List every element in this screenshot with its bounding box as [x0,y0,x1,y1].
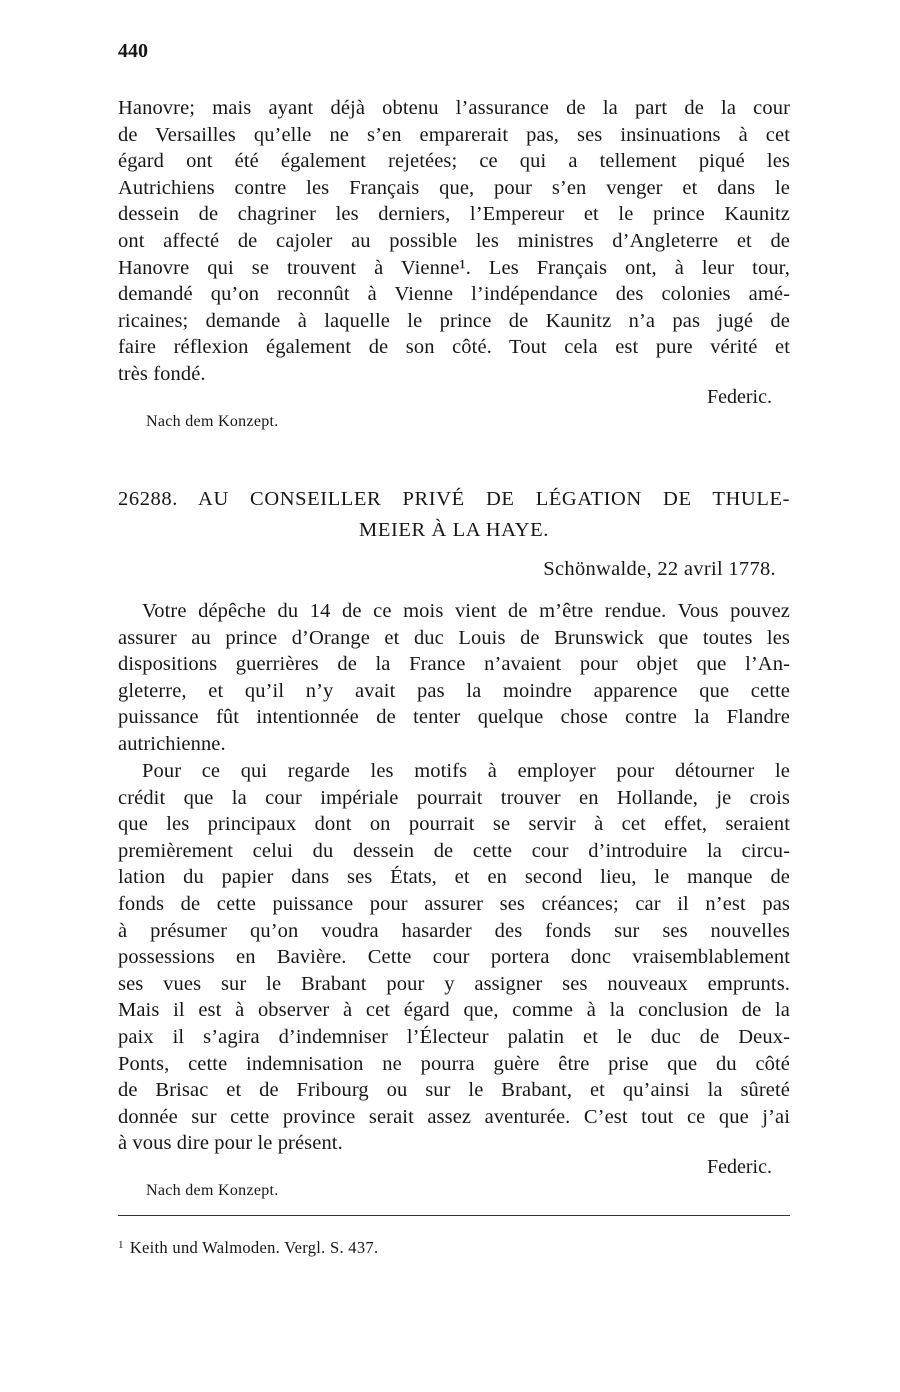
text-line: fonds de cette puissance pour assurer ses créances; car il n’est pas [118,892,790,915]
text-line: Autrichiens contre les Français que, pour s’en venger et dans le [118,176,790,199]
text-line: premièrement celui du dessein de cette cour d’introduire la circu- [118,839,790,862]
text-line: assurer au prince d’Orange et duc Louis de Brunswick que toutes les [118,626,790,649]
text-line: que les principaux dont on pourrait se servir à cet effet, seraient [118,813,790,836]
text-line: ricaines; demande à laquelle le prince de Kaunitz n’a pas jugé de [118,309,790,332]
text-line: paix il s’agira d’indemniser l’Électeur palatin et le duc de Deux- [118,1025,790,1048]
page-number: 440 [118,40,148,62]
heading-line: 26288. AU CONSEILLER PRIVÉ DE LÉGATION DE THULE- [118,488,790,510]
letter2-signature: Federic. [707,1156,772,1178]
text-line: dessein de chagriner les derniers, l’Empereur et le prince Kaunitz [118,203,790,226]
text-line: à vous dire pour le présent. [118,1132,343,1155]
letter2-dateline: Schönwalde, 22 avril 1778. [543,558,776,580]
text-line: très fondé. [118,362,206,385]
text-line: de Versailles qu’elle ne s’en emparerait pas, ses insinuations à cet [118,123,790,146]
text-line: égard ont été également rejetées; ce qui a tellement piqué les [118,150,790,173]
text-line: gleterre, et qu’il n’y avait pas la moindre apparence que cette [118,679,790,702]
text-line: ses vues sur le Brabant pour y assigner ses nouveaux emprunts. [118,972,790,995]
text-line: Hanovre; mais ayant déjà obtenu l’assurance de la part de la cour [118,97,790,119]
heading-line: MEIER À LA HAYE. [359,519,549,541]
letter1-signature: Federic. [707,386,772,408]
text-line: crédit que la cour impériale pourrait trouver en Hollande, je crois [118,786,790,809]
text-line: Ponts, cette indemnisation ne pourra guère être prise que du côté [118,1052,790,1075]
text-line: Pour ce qui regarde les motifs à employer pour détourner le [142,760,790,782]
text-line: de Brisac et de Fribourg ou sur le Brabant, et qu’ainsi la sûreté [118,1079,790,1102]
letter1-source-note: Nach dem Konzept. [146,413,279,430]
text-line: autrichienne. [118,732,226,755]
footnote [118,1238,378,1258]
text-line: possessions en Bavière. Cette cour portera donc vraisemblablement [118,946,790,969]
text-line: Votre dépêche du 14 de ce mois vient de m’être rendue. Vous pouvez [142,600,790,622]
letter2-paragraph-1 [118,598,790,758]
letter2-paragraph-2 [118,758,790,1157]
text-line: puissance fût intentionnée de tenter quelque chose contre la Flandre [118,706,790,729]
letter2-heading [118,484,790,546]
text-line: Hanovre qui se trouvent à Vienne¹. Les Français ont, à leur tour, [118,256,790,279]
letter1-body [118,95,790,388]
footnote-text: Keith und Walmoden. Vergl. S. 437. [129,1238,379,1257]
footnote-marker: 1 [118,1239,124,1251]
footnote-divider [118,1215,790,1216]
text-line: donnée sur cette province serait assez aventurée. C’est tout ce que j’ai [118,1105,790,1128]
letter2-source-note: Nach dem Konzept. [146,1182,279,1199]
text-line: faire réflexion également de son côté. Tout cela est pure vérité et [118,336,790,359]
text-line: ont affecté de cajoler au possible les ministres d’Angleterre et de [118,229,790,252]
text-line: Mais il est à observer à cet égard que, comme à la conclusion de la [118,999,790,1022]
text-line: dispositions guerrières de la France n’avaient pour objet que l’An- [118,653,790,676]
text-line: demandé qu’on reconnût à Vienne l’indépendance des colonies amé- [118,283,790,306]
text-line: lation du papier dans ses États, et en second lieu, le manque de [118,866,790,889]
text-line: à présumer qu’on voudra hasarder des fonds sur ses nouvelles [118,919,790,942]
